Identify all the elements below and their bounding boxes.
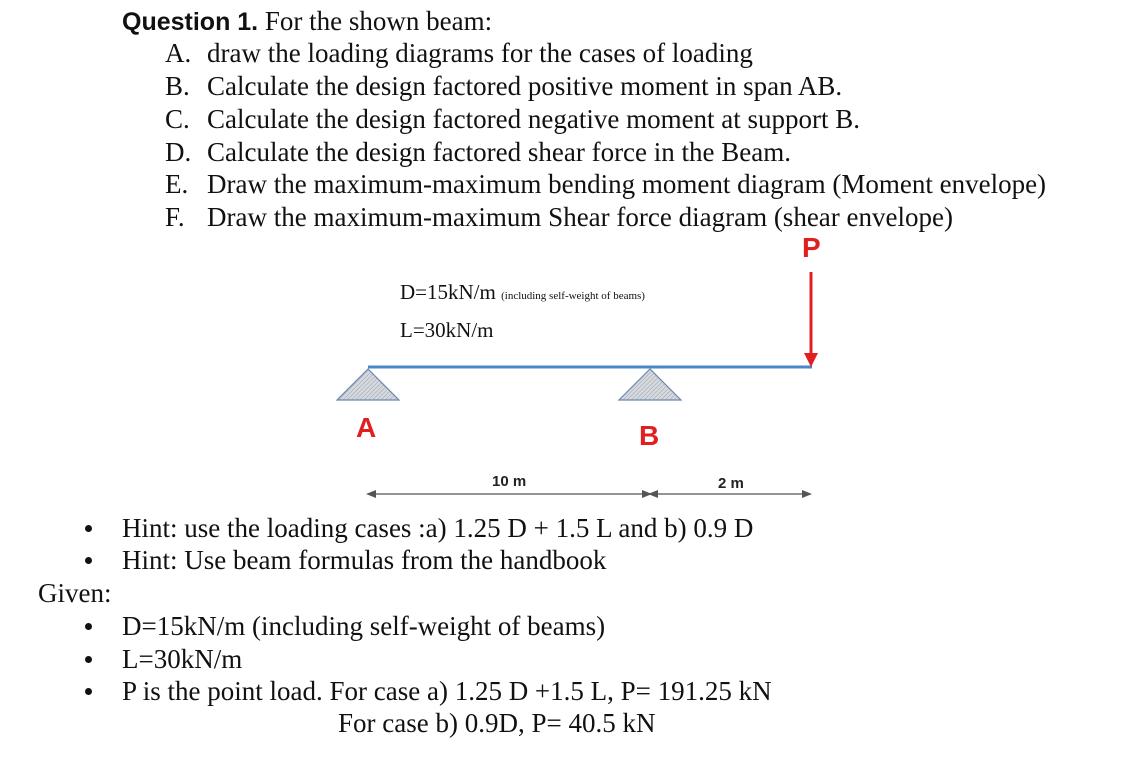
bullet: [85, 688, 92, 695]
given-item-live-load: L=30kN/m: [122, 644, 243, 674]
support-a-triangle: [337, 369, 399, 400]
dead-load-value: D=15kN/m: [400, 280, 496, 304]
item-text: Draw the maximum-maximum bending moment diagram (Moment envelope): [207, 169, 1047, 199]
point-load-label: P: [802, 232, 821, 263]
item-letter: F.: [165, 202, 185, 232]
item-letter: A.: [165, 38, 192, 68]
given-item-dead-load: D=15kN/m (including self-weight of beams): [122, 611, 606, 641]
question-number: Question 1.: [122, 8, 259, 36]
span-ab-length: 10 m: [492, 473, 527, 490]
dead-load-label: [400, 280, 645, 305]
bullet: [85, 557, 92, 564]
item-letter: B.: [165, 71, 190, 101]
bullet: [85, 623, 92, 630]
bullet: [85, 656, 92, 663]
support-b-label: B: [639, 420, 660, 451]
item-text: Calculate the design factored shear force in the Beam.: [207, 137, 791, 167]
overhang-length: 2 m: [718, 475, 744, 492]
item-text: Draw the maximum-maximum Shear force diagram (shear envelope): [207, 202, 953, 232]
given-heading: Given:: [38, 578, 112, 608]
live-load-label: L=30kN/m: [400, 318, 494, 342]
item-text: Calculate the design factored negative moment at support B.: [207, 104, 861, 134]
point-load-arrow: [804, 272, 818, 367]
given-item-point-load-case-b: For case b) 0.9D, P= 40.5 kN: [338, 708, 656, 738]
dead-load-note: (including self-weight of beams): [501, 290, 645, 302]
bullet: [85, 525, 92, 532]
support-b-triangle: [619, 369, 681, 400]
hint-2: Hint: Use beam formulas from the handbook: [122, 545, 607, 575]
support-a-label: A: [356, 412, 377, 443]
hint-1: Hint: use the loading cases :a) 1.25 D + 1.5 L and b) 0.9 D: [122, 513, 754, 543]
given-item-point-load: P is the point load. For case a) 1.25 D +1.5 L, P= 191.25 kN: [122, 676, 772, 706]
item-letter: C.: [165, 104, 190, 134]
item-letter: D.: [165, 137, 192, 167]
item-letter: E.: [165, 169, 189, 199]
dimension-span-ab: [366, 490, 652, 498]
item-text: draw the loading diagrams for the cases of loading: [207, 38, 753, 68]
question-intro: For the shown beam:: [264, 6, 493, 36]
item-text: Calculate the design factored positive moment in span AB.: [207, 71, 843, 101]
